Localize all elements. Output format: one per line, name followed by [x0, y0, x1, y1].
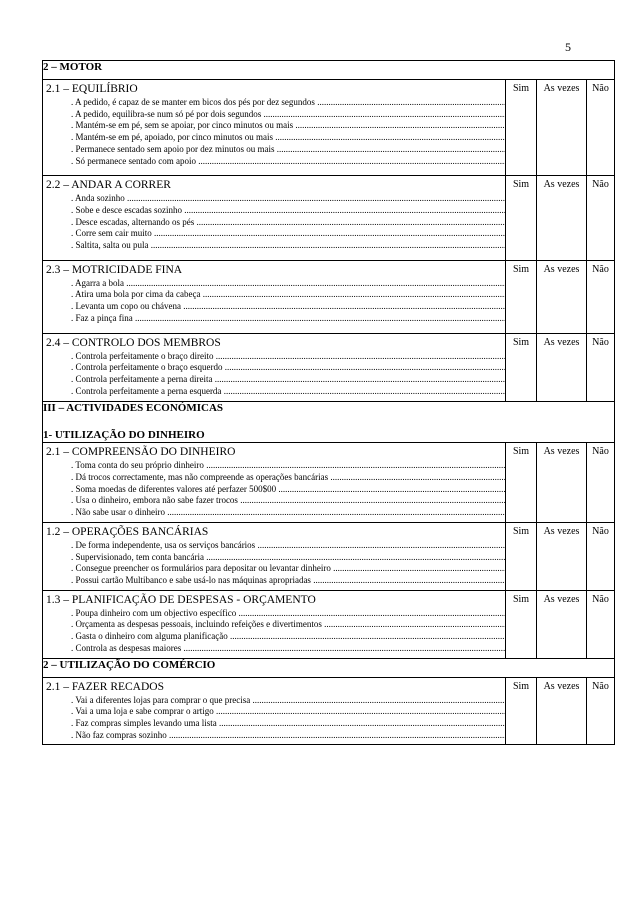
section-title: 2.1 – FAZER RECADOS	[46, 680, 164, 693]
item-text: . Não sabe usar o dinheiro .....	[43, 507, 505, 519]
item-text: . Orçamenta as despesas pessoais, incluindo refeições e divertimentos .....	[43, 619, 505, 631]
as-vezes-checkbox[interactable]: As vezes	[537, 590, 587, 658]
commerce-title-row	[43, 658, 615, 677]
economic-subtitle: 1- UTILIZAÇÃO DO DINHEIRO	[43, 429, 205, 442]
item-text: . Levanta um copo ou chávena .....	[43, 301, 505, 313]
item-text: . Atira uma bola por cima da cabeça .....	[43, 289, 505, 301]
sim-checkbox[interactable]: Sim	[506, 522, 537, 590]
nao-checkbox[interactable]: Não	[587, 677, 615, 745]
section-title: 1.2 – OPERAÇÕES BANCÁRIAS	[46, 525, 209, 538]
item-text: . Só permanece sentado com apoio .....	[43, 156, 505, 168]
item-text: . Controla perfeitamente o braço direito .....	[43, 351, 505, 363]
item-text: . Toma conta do seu próprio dinheiro .....	[43, 460, 505, 472]
sim-checkbox[interactable]: Sim	[506, 80, 537, 176]
section-title: 2.1 – COMPREENSÃO DO DINHEIRO	[46, 446, 236, 459]
commerce-title: 2 – UTILIZAÇÃO DO COMÉRCIO	[43, 658, 615, 677]
item-text: . Mantém-se em pé, apoiado, por cinco minutos ou mais .....	[43, 132, 505, 144]
item-text: . Faz a pinça fina .....	[43, 313, 505, 325]
item-text: . Desce escadas, alternando os pés .....	[43, 217, 505, 229]
item-text: . Vai a diferentes lojas para comprar o que precisa .....	[43, 695, 505, 707]
section-cell	[43, 590, 506, 658]
as-vezes-checkbox[interactable]: As vezes	[537, 677, 587, 745]
nao-checkbox[interactable]: Não	[587, 333, 615, 402]
item-text: . Dá trocos correctamente, mas não compreende as operações bancárias .....	[43, 472, 505, 484]
motor-header-row	[43, 61, 615, 80]
section-title: 2.4 – CONTROLO DOS MEMBROS	[46, 336, 221, 349]
section-cell	[43, 80, 506, 176]
section-cell	[43, 333, 506, 402]
nao-checkbox[interactable]: Não	[587, 522, 615, 590]
motor-title: 2 – MOTOR	[43, 61, 615, 80]
nao-checkbox[interactable]: Não	[587, 176, 615, 261]
item-text: . De forma independente, usa os serviços bancários .....	[43, 540, 505, 552]
section-cell	[43, 443, 506, 523]
section-title: 2.2 – ANDAR A CORRER	[46, 179, 171, 192]
item-text: . Supervisionado, tem conta bancária .....	[43, 552, 505, 564]
section-row	[43, 80, 615, 176]
item-text: . Controla perfeitamente a perna esquerda .....	[43, 386, 505, 398]
section-row	[43, 260, 615, 333]
section-title: 1.3 – PLANIFICAÇÃO DE DESPESAS - ORÇAMENTO	[46, 593, 316, 606]
item-text: . Vai a uma loja e sabe comprar o artigo .....	[43, 706, 505, 718]
nao-checkbox[interactable]: Não	[587, 260, 615, 333]
sim-checkbox[interactable]: Sim	[506, 443, 537, 523]
nao-checkbox[interactable]: Não	[587, 443, 615, 523]
item-text: . Não faz compras sozinho .....	[43, 730, 505, 742]
item-text: . Agarra a bola .....	[43, 278, 505, 290]
item-text: . Controla perfeitamente a perna direita .....	[43, 374, 505, 386]
section-cell	[43, 260, 506, 333]
item-text: . A pedido, é capaz de se manter em bicos dos pés por dez segundos .....	[43, 97, 505, 109]
item-text: . Saltita, salta ou pula .....	[43, 240, 505, 252]
as-vezes-checkbox[interactable]: As vezes	[537, 522, 587, 590]
section-row	[43, 176, 615, 261]
economic-header	[43, 402, 615, 443]
nao-checkbox[interactable]: Não	[587, 590, 615, 658]
as-vezes-checkbox[interactable]: As vezes	[537, 260, 587, 333]
item-text: . Permanece sentado sem apoio por dez minutos ou mais .....	[43, 144, 505, 156]
as-vezes-checkbox[interactable]: As vezes	[537, 443, 587, 523]
section-cell	[43, 677, 506, 745]
as-vezes-checkbox[interactable]: As vezes	[537, 80, 587, 176]
sim-checkbox[interactable]: Sim	[506, 590, 537, 658]
item-text: . Faz compras simples levando uma lista .....	[43, 718, 505, 730]
economic-title: III – ACTIVIDADES ECONÓMICAS	[43, 402, 224, 415]
sim-checkbox[interactable]: Sim	[506, 260, 537, 333]
item-text: . Sobe e desce escadas sozinho .....	[43, 205, 505, 217]
section-title: 2.3 – MOTRICIDADE FINA	[46, 263, 183, 276]
page-number: 5	[565, 40, 571, 54]
item-text: . Possui cartão Multibanco e sabe usá-lo nas máquinas apropriadas .....	[43, 575, 505, 587]
assessment-form	[42, 60, 615, 745]
section-row	[43, 443, 615, 523]
nao-checkbox[interactable]: Não	[587, 80, 615, 176]
sim-checkbox[interactable]: Sim	[506, 677, 537, 745]
as-vezes-checkbox[interactable]: As vezes	[537, 333, 587, 402]
section-row	[43, 522, 615, 590]
sim-checkbox[interactable]: Sim	[506, 333, 537, 402]
section-row	[43, 677, 615, 745]
section-cell	[43, 176, 506, 261]
sim-checkbox[interactable]: Sim	[506, 176, 537, 261]
item-text: . Gasta o dinheiro com alguma planificação .....	[43, 631, 505, 643]
item-text: . Soma moedas de diferentes valores até perfazer 500$00 .....	[43, 484, 505, 496]
item-text: . Controla perfeitamente o braço esquerdo .....	[43, 362, 505, 374]
economic-header-row	[43, 402, 615, 443]
item-text: . Corre sem cair muito .....	[43, 228, 505, 240]
section-row	[43, 333, 615, 402]
item-text: . Consegue preencher os formulários para depositar ou levantar dinheiro .....	[43, 563, 505, 575]
item-text: . Anda sozinho .....	[43, 193, 505, 205]
item-text: . Usa o dinheiro, embora não sabe fazer trocos .....	[43, 495, 505, 507]
section-row	[43, 590, 615, 658]
item-text: . Mantém-se em pé, sem se apoiar, por cinco minutos ou mais .....	[43, 120, 505, 132]
as-vezes-checkbox[interactable]: As vezes	[537, 176, 587, 261]
section-cell	[43, 522, 506, 590]
section-title: 2.1 – EQUILÍBRIO	[46, 83, 138, 95]
item-text: . Poupa dinheiro com um objectivo específico .....	[43, 608, 505, 620]
item-text: . Controla as despesas maiores .....	[43, 643, 505, 655]
item-text: . A pedido, equilibra-se num só pé por dois segundos .....	[43, 109, 505, 121]
